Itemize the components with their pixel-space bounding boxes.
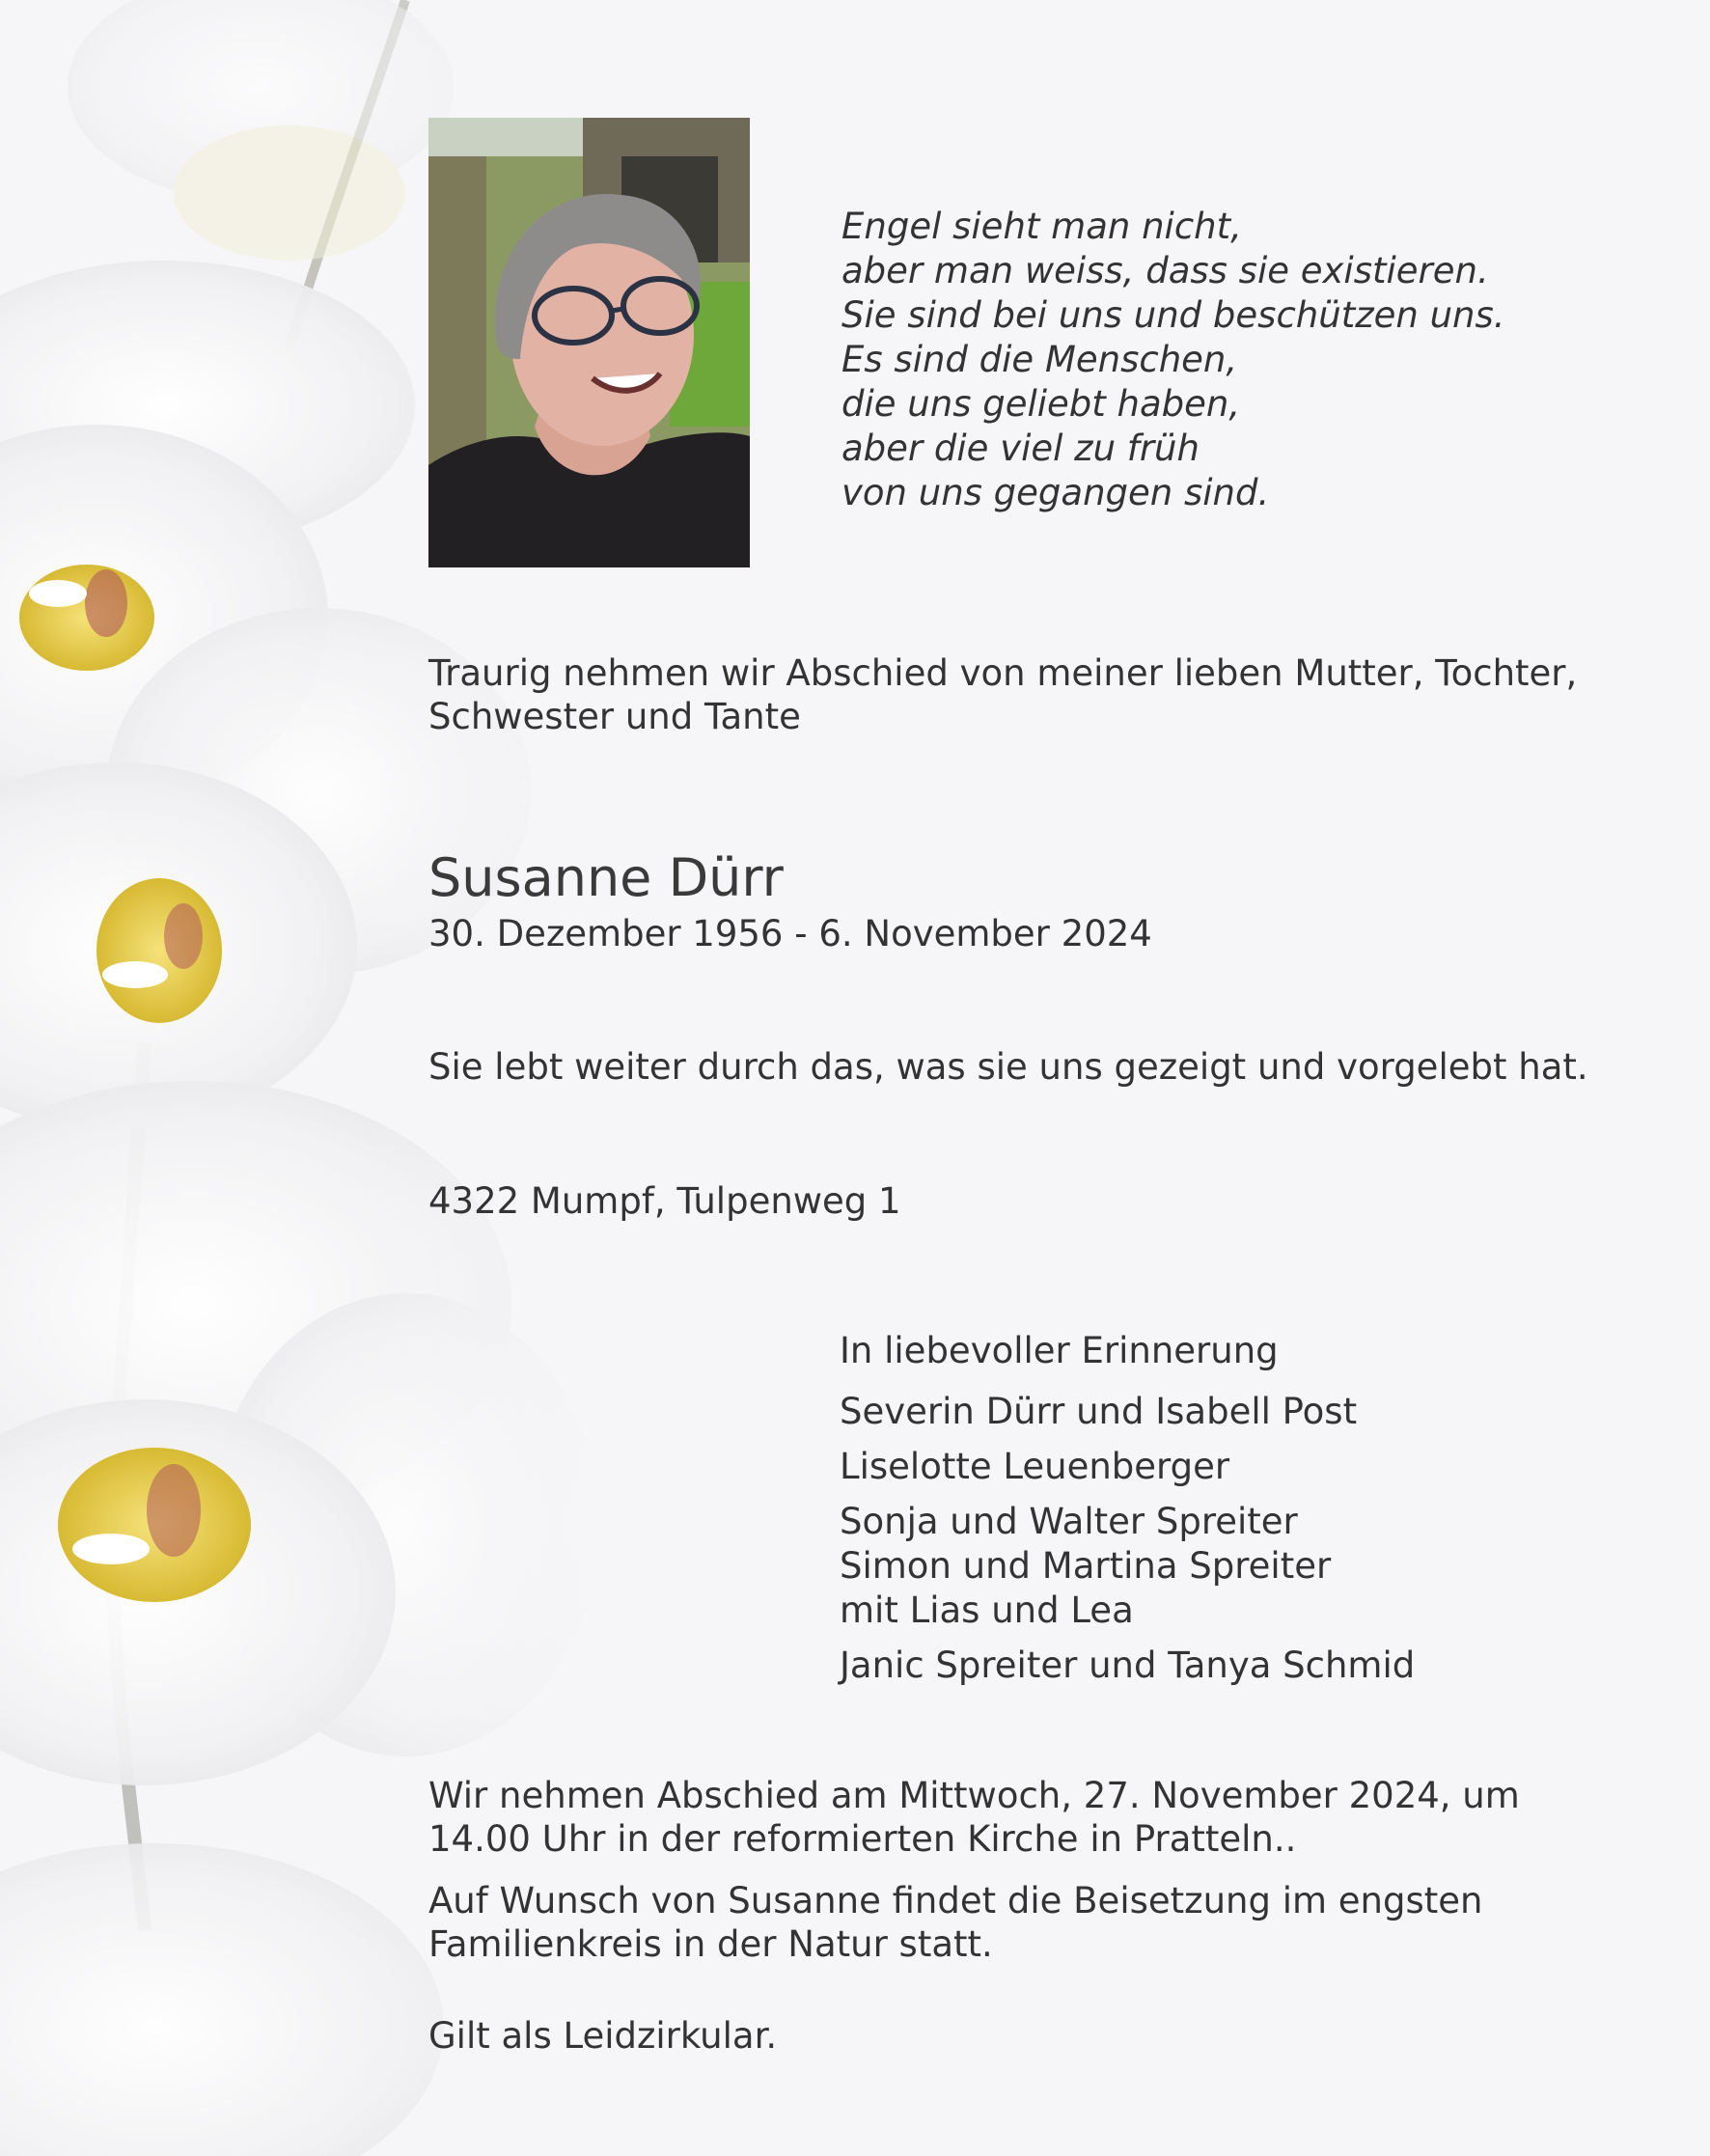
- mourner-line: Severin Dürr und Isabell Post: [840, 1391, 1358, 1432]
- mourner-line: Janic Spreiter und Tanya Schmid: [840, 1645, 1416, 1686]
- mourners-heading: In liebevoller Erinnerung: [840, 1330, 1279, 1371]
- life-dates: 30. Dezember 1956 - 6. November 2024: [428, 913, 1152, 954]
- funeral-line: 14.00 Uhr in der reformierten Kirche in Pratteln..: [428, 1818, 1297, 1860]
- deceased-name: Susanne Dürr: [428, 847, 784, 908]
- portrait-photo: [428, 118, 750, 567]
- poem-line: Es sind die Menschen,: [841, 339, 1238, 380]
- poem-line: von uns gegangen sind.: [841, 472, 1270, 513]
- poem-line: aber man weiss, dass sie existieren.: [841, 250, 1489, 291]
- orchid-flower-1: [19, 565, 154, 671]
- poem-line: Engel sieht man nicht,: [841, 206, 1242, 247]
- intro-text: [428, 651, 1577, 738]
- mourner-line: Simon und Martina Spreiter: [840, 1545, 1332, 1587]
- poem-line: die uns geliebt haben,: [841, 383, 1241, 425]
- address: 4322 Mumpf, Tulpenweg 1: [428, 1180, 901, 1222]
- burial-line: Auf Wunsch von Susanne findet die Beisetzung im engsten: [428, 1880, 1483, 1921]
- poem: [841, 205, 1505, 515]
- intro-line-1: Traurig nehmen wir Abschied von meiner lieben Mutter, Tochter,: [428, 652, 1578, 694]
- intro-line-2: Schwester und Tante: [428, 696, 801, 737]
- burial-line: Familienkreis in der Natur statt.: [428, 1923, 993, 1965]
- mourner-line: mit Lias und Lea: [840, 1589, 1134, 1631]
- mourner-line: Sonja und Walter Spreiter: [840, 1501, 1298, 1542]
- closing-note: Gilt als Leidzirkular.: [428, 2015, 778, 2057]
- orchid-flower-2: [97, 878, 222, 1023]
- poem-line: Sie sind bei uns und beschützen uns.: [841, 294, 1505, 336]
- poem-line: aber die viel zu früh: [841, 428, 1200, 469]
- funeral-info: [428, 1774, 1520, 1861]
- legacy-text: Sie lebt weiter durch das, was sie uns gezeigt und vorgelebt hat.: [428, 1046, 1588, 1088]
- mourner-line: Liselotte Leuenberger: [840, 1446, 1230, 1487]
- orchid-flower-3: [58, 1448, 251, 1602]
- burial-info: [428, 1879, 1483, 1966]
- funeral-line: Wir nehmen Abschied am Mittwoch, 27. November 2024, um: [428, 1775, 1520, 1816]
